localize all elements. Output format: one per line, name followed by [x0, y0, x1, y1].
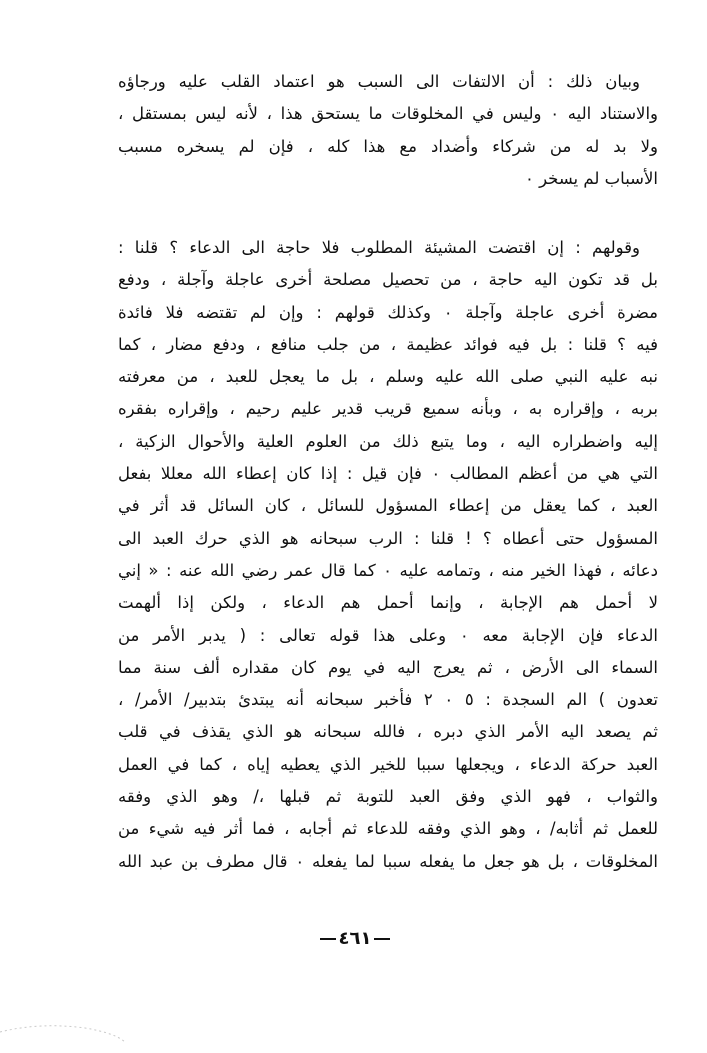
text-line: بربه ، وإقراره به ، وبأنه سميع قريب قدير عليم رحيم ، وإقراره بفقره	[118, 399, 658, 419]
text-line: فيه ؟ قلنا : بل فيه فوائد عظيمة ، من جلب منافع ، ودفع مضار ، كما	[118, 334, 658, 354]
text-line: بل قد تكون اليه حاجة ، من تحصيل مصلحة أخرى عاجلة وآجلة ، ودفع	[118, 270, 658, 290]
text-line: العبد ، كما يعقل من إعطاء المسؤول للسائل ، كان السائل قد أثر في	[118, 496, 658, 516]
text-line: والاستناد اليه ٠ وليس في المخلوقات ما يستحق هذا ، لأنه ليس بمستقل ،	[118, 104, 658, 124]
text-line: المسؤول حتى أعطاه ؟ ! قلنا : الرب سبحانه هو الذي حرك العبد الى	[118, 528, 658, 548]
paragraph-1	[118, 66, 658, 195]
text-line: وقولهم : إن اقتضت المشيئة المطلوب فلا حاجة الى الدعاء ؟ قلنا :	[118, 238, 640, 257]
text-line: والثواب ، فهو الذي وفق العبد للتوبة ثم قبلها ،/ وهو الذي وفقه	[118, 787, 658, 807]
text-line: ثم يصعد اليه الأمر الذي دبره ، فالله سبحانه هو الذي يقذف في قلب	[118, 722, 658, 742]
page-edge-scan-mark	[0, 1010, 130, 1050]
text-line: العبد حركة الدعاء ، ويجعلها سببا للخير الذي يعطيه إياه ، كما في العمل	[118, 754, 658, 774]
text-line: الأسباب لم يسخر ٠	[524, 168, 658, 188]
text-line: السماء الى الأرض ، ثم يعرج اليه في يوم كان مقداره ألف سنة مما	[118, 657, 658, 677]
paragraph-2	[118, 232, 658, 878]
text-line: للعمل ثم أثابه/ ، وهو الذي وفقه للدعاء ثم أجابه ، فما أثر فيه شيء من	[118, 819, 658, 839]
page-number: ٤٦١	[300, 928, 410, 949]
text-line: وبيان ذلك : أن الالتفات الى السبب هو اعتماد القلب عليه ورجاؤه	[118, 72, 640, 91]
text-line: دعائه ، فهذا الخير منه ، وتمامه عليه ٠ كما قال عمر رضي الله عنه : « إني	[118, 560, 658, 580]
text-line: لا أحمل هم الإجابة ، وإنما أحمل هم الدعاء ، ولكن إذا ألهمت	[118, 593, 658, 613]
text-line: التي هي من أعظم المطالب ٠ فإن قيل : إذا كان إعطاء الله معللا بفعل	[118, 464, 658, 484]
text-line: المخلوقات ، بل هو جعل ما يفعله سببا لما يفعله ٠ قال مطرف بن عبد الله	[118, 851, 658, 871]
text-line: الدعاء فإن الإجابة معه ٠ وعلى هذا قوله تعالى : ( يدبر الأمر من	[118, 625, 658, 645]
text-line: مضرة أخرى عاجلة وآجلة ٠ وكذلك قولهم : وإن لم تقتضه فلا فائدة	[118, 302, 658, 322]
text-line: ولا بد له من شركاء وأضداد مع هذا كله ، فإن لم يسخره مسبب	[118, 136, 658, 156]
text-line: نبه عليه النبي صلى الله عليه وسلم ، بل ما يعجل للعبد ، من معرفته	[118, 367, 658, 387]
text-line: تعدون ) الم السجدة : ٥ ٠ ٢ فأخبر سبحانه أنه يبتدئ بتدبير/ الأمر/ ،	[118, 690, 658, 710]
text-line: إليه واضطراره اليه ، وما يتبع ذلك من العلوم العلية والأحوال الزكية ،	[118, 431, 658, 451]
